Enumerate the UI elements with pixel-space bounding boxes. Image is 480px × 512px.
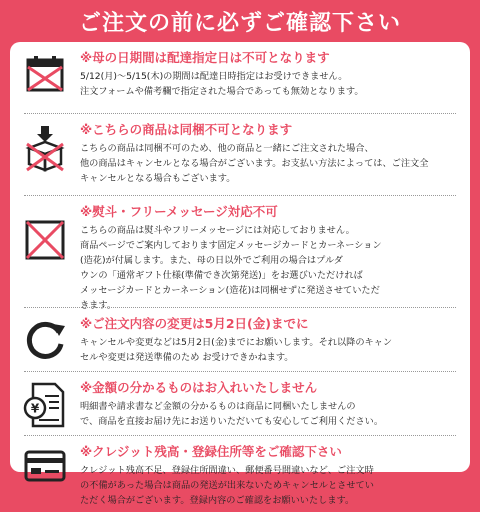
- notice-title: ※金額の分かるものはお入れいたしません: [80, 380, 318, 395]
- notice-line: キャンセルとなる場合もございます。: [80, 173, 236, 184]
- notice-body: [80, 335, 460, 365]
- refresh-cycle-icon: [10, 308, 80, 370]
- notice-no-noshi: [10, 196, 470, 311]
- notice-panel: [10, 42, 470, 506]
- notice-line: 5/12(月)～5/15(木)の期間は配達日時指定はお受けできません。: [80, 71, 348, 82]
- notice-body: [80, 463, 460, 508]
- notice-title: ※こちらの商品は同梱不可となります: [80, 122, 293, 137]
- notice-line: 他の商品はキャンセルとなる場合がございます。お支払い方法によっては、ご注文全: [80, 158, 429, 169]
- notice-line: メッセージカードとカーネーション(造花)は同梱せずに発送させていただ: [80, 285, 380, 296]
- notice-line: クレジット残高不足、登録住所間違い、郵便番号間違いなど、ご注文時: [80, 465, 374, 476]
- credit-card-icon: [10, 436, 80, 512]
- gift-crossed-icon: [10, 196, 80, 306]
- notice-title: ※熨斗・フリーメッセージ対応不可: [80, 204, 278, 219]
- box-crossed-icon: [10, 114, 80, 194]
- notice-line: きます。: [80, 300, 117, 311]
- notice-body: [80, 69, 460, 99]
- notice-no-price-docs: [10, 372, 470, 434]
- notice-delivery-date: [10, 42, 470, 112]
- notice-title: ※クレジット残高・登録住所等をご確認下さい: [80, 444, 342, 459]
- notice-line: (造花)が付属します。また、母の日以外でご利用の場合はプルダ: [80, 255, 343, 266]
- notice-no-bundling: [10, 114, 470, 194]
- banner-header: [0, 0, 480, 42]
- banner-title: ご注文の前に必ずご確認下さい: [78, 10, 401, 36]
- svg-text:¥: ¥: [30, 401, 40, 416]
- notice-line: ただく場合がございます。登録内容のご確認をお願いいたします。: [80, 495, 355, 506]
- notice-change-deadline: [10, 308, 470, 370]
- notice-body: [80, 141, 460, 186]
- notice-line: で、商品を直接お届け先にお送りいただいても安心してご利用ください。: [80, 416, 384, 427]
- notice-credit-check: [10, 436, 470, 512]
- calendar-crossed-icon: [10, 42, 80, 112]
- yen-document-icon: [10, 372, 80, 434]
- notice-line: こちらの商品は同梱不可のため、他の商品と一緒にご注文された場合、: [80, 143, 374, 154]
- notice-line: キャンセルや変更などは5月2日(金)までにお願いします。それ以降のキャン: [80, 337, 393, 348]
- notice-title: ※母の日期間は配達指定日は不可となります: [80, 50, 330, 65]
- notice-body: [80, 223, 460, 313]
- notice-line: 注文フォームや備考欄で指定された場合であっても無効となります。: [80, 86, 364, 97]
- notice-line: の不備があった場合は商品の発送が出来ないためキャンセルとさせてい: [80, 480, 374, 491]
- notice-title: ※ご注文内容の変更は5月2日(金)までに: [80, 316, 309, 331]
- notice-body: [80, 399, 460, 429]
- notice-line: こちらの商品は熨斗やフリーメッセージには対応しておりません。: [80, 225, 355, 236]
- notice-line: 商品ページでご案内しております固定メッセージカードとカーネーション: [80, 240, 382, 251]
- notice-line: ウンの「通常ギフト仕様(準備でき次第発送)」をお選びいただければ: [80, 270, 363, 281]
- notice-line: 明細書や請求書など金額の分かるものは商品に同梱いたしませんの: [80, 401, 356, 412]
- notice-line: セルや変更は発送準備のため お受けできかねます。: [80, 352, 294, 363]
